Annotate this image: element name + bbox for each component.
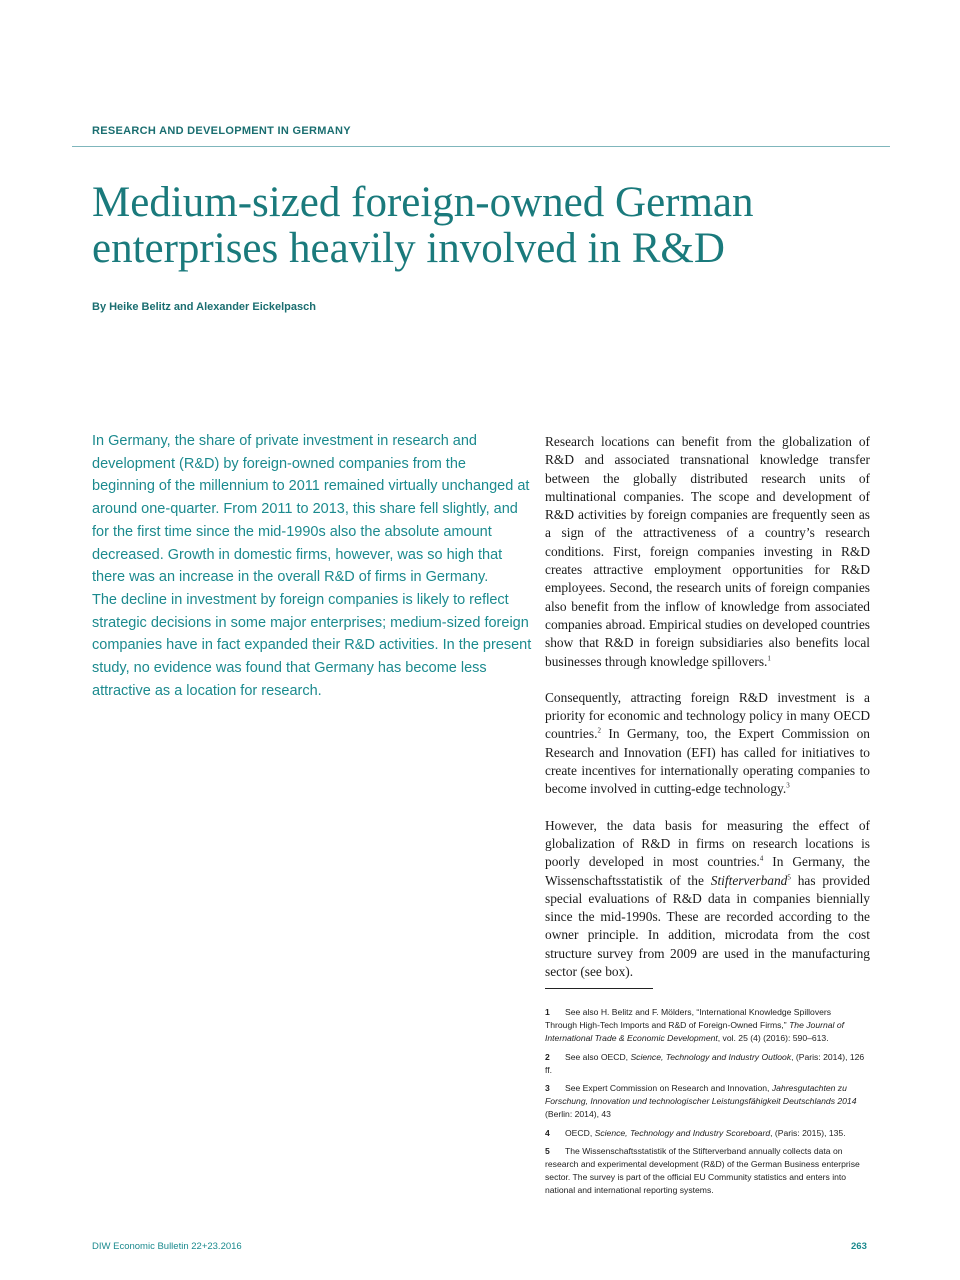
footnote-ref-2[interactable]: 2 [597,726,601,735]
abstract-paragraph-2: The decline in investment by foreign companies is likely to reflect strategic decisions in some major enterprises; medium-sized foreign companies have in fact expanded their R&D activities. In the present study, no evidence was found that Germany has become less attractive as a location for research. [92,591,532,699]
header-rule [72,146,890,147]
abstract [92,430,532,702]
title-line-2: enterprises heavily involved in R&D [92,225,725,272]
body-text [545,433,870,999]
body-p3-italic: Stifterverband [710,872,788,888]
body-p2b-text: In Germany, too, the Expert Commission on Research and Innovation (EFI) has called for initiatives to create incentives for internationally operating companies to become involved in cutting-edge technology. [545,726,870,797]
footnote-text: See also H. Belitz and F. Mölders, “International Knowledge Spillovers Through High-Tech Imports and R&D of Foreign-Owned Firms,” [545,1007,832,1031]
abstract-paragraph-1: In Germany, the share of private investment in research and development (R&D) by foreign-owned companies from the beginning of the millennium to 2011 remained virtually unchanged at around one-quarter. From 2011 to 2013, this share fell slightly, and for the first time since the mid-1990s also the absolute amount decreased. Growth in domestic firms, however, was so high that there was an increase in the overall R&D of firms in Germany. [92,433,530,586]
footnote-title: Jahresgutachten zu Forschung, Innovation und technologischer Leistungsfähigkeit Deutschlands 2014 [545,1083,857,1107]
footnote-number: 4 [545,1127,550,1138]
footnote-title: Science, Technology and Industry Scoreboard [594,1127,771,1138]
footnote-title: The Journal of International Trade & Economic Development [545,1020,844,1044]
section-label: RESEARCH AND DEVELOPMENT IN GERMANY [92,125,351,137]
body-p1-text: Research locations can benefit from the globalization of R&D and associated transnational knowledge transfer between the globally distributed research units of multinational companies. The scope and development of R&D activities by foreign companies are frequently seen as a sign of the attractiveness of a country’s research conditions. First, foreign companies investing in R&D creates attractive employment opportunities for R&D employees. Second, the research units of foreign companies also benefit from the inflow of knowledge from associated companies abroad. Empirical studies on developed countries show that R&D in foreign subsidiaries also benefits local businesses through knowledge spillovers. [545,434,870,669]
body-paragraph-1 [545,433,870,671]
footnote-ref-4[interactable]: 4 [759,854,764,863]
footer-publication: DIW Economic Bulletin 22+23.2016 [92,1241,242,1252]
footnotes [545,1006,865,1203]
footnote-number: 2 [545,1051,550,1062]
footnote [545,1145,865,1198]
body-paragraph-3 [545,817,870,982]
footnote-text: , vol. 25 (4) (2016): 590–613. [717,1033,829,1044]
footnote [545,1051,865,1077]
footnote-ref-1[interactable]: 1 [767,654,771,663]
footnote-text: OECD, [565,1127,595,1138]
footnote-ref-3[interactable]: 3 [786,781,790,790]
footnote-text: The Wissenschaftsstatistik of the Stifterverband annually collects data on research and experimental development (R&D) of the German Business enterprise sector. The survey is part of the official EU Community statistics and enters into national and international reporting systems. [545,1145,860,1196]
body-p3a-text: However, the data basis for measuring the effect of globalization of R&D in firms on research locations is poorly developed in most countries. [545,817,870,870]
footnote [545,1127,865,1140]
article-title [92,180,892,272]
title-line-1: Medium-sized foreign-owned German [92,179,754,226]
footnote-number: 3 [545,1083,550,1094]
body-p2a-text: Consequently, attracting foreign R&D investment is a priority for economic and technology policy in many OECD countries. [545,689,870,742]
footnote-text: (Berlin: 2014), 43 [545,1109,611,1120]
body-paragraph-2 [545,689,870,799]
footnote [545,1082,865,1122]
footnote-ref-5[interactable]: 5 [787,873,791,882]
body-p3b-text: In Germany, the Wissenschaftsstatistik of the [545,854,870,888]
footnote-text: See also OECD, [565,1051,631,1062]
page-number: 263 [851,1241,867,1252]
footnote-rule [545,988,653,989]
footnote-number: 1 [545,1007,550,1017]
footnote-text: See Expert Commission on Research and Innovation, [565,1083,772,1094]
footnote-number: 5 [545,1145,550,1156]
footnote [545,1006,865,1046]
footnote-text: , (Paris: 2014), 126 ff. [545,1051,865,1075]
article-authors: By Heike Belitz and Alexander Eickelpasch [92,301,316,313]
body-p3c-text: has provided special evaluations of R&D data in companies biennially since the mid-1990s. These are recorded according to the owner principle. In addition, microdata from the cost structure survey from 2009 are used in the manufacturing sector (see box). [545,872,870,980]
footnote-title: Science, Technology and Industry Outlook [630,1051,792,1062]
footnote-text: , (Paris: 2015), 135. [770,1127,846,1138]
